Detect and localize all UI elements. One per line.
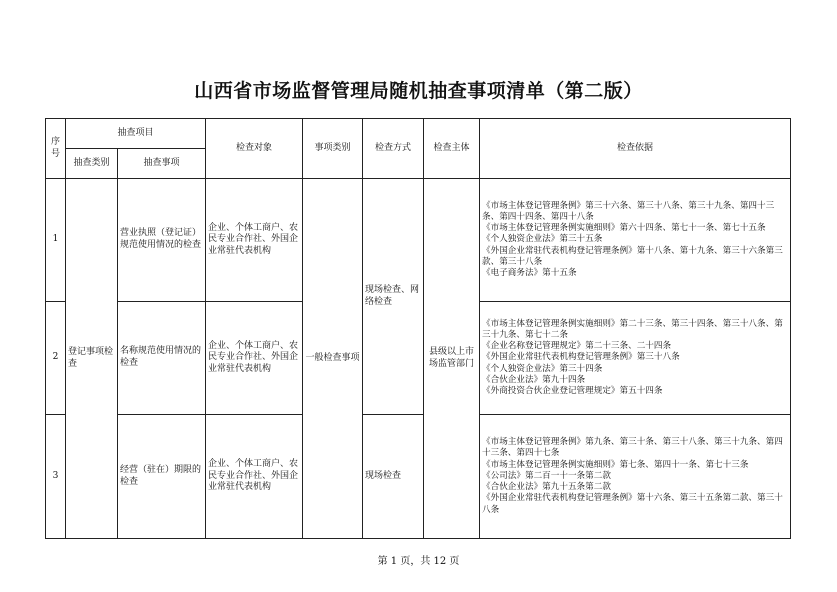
item-cell: 经营（驻在）期限的检查 (118, 415, 206, 539)
basis-line: 《企业名称登记管理规定》第二十三条、二十四条 (482, 341, 672, 352)
header-category: 抽查类别 (66, 149, 118, 179)
header-basis: 检查依据 (480, 119, 791, 179)
object-cell: 企业、个体工商户、农民专业合作社、外国企业常驻代表机构 (206, 302, 303, 415)
basis-line: 《电子商务法》第十五条 (482, 268, 577, 278)
item-cell: 营业执照（登记证）规范使用情况的检查 (118, 179, 206, 302)
header-item-group: 抽查项目 (66, 119, 206, 149)
document-title: 山西省市场监督管理局随机抽查事项清单（第二版） (194, 80, 643, 102)
basis-line: 《公司法》第二百一十一条第二款 (482, 470, 611, 481)
basis-line: 《外商投资合伙企业登记管理规定》第五十四条 (482, 386, 663, 396)
basis-line: 《合伙企业法》第九十五条第二款 (482, 482, 611, 493)
basis-cell (480, 415, 791, 539)
object-cell: 企业、个体工商户、农民专业合作社、外国企业常驻代表机构 (206, 415, 303, 539)
basis-line: 《外国企业常驻代表机构登记管理条例》第十八条、第十九条、第三十六条第三款、第三十八条 (482, 245, 783, 267)
basis-line: 《外国企业常驻代表机构登记管理条例》第三十八条 (482, 352, 680, 363)
row-seq: 1 (46, 179, 66, 302)
method-cell: 现场检查、网络检查 (363, 179, 424, 415)
type-cell: 一般检查事项 (303, 179, 363, 539)
basis-cell (480, 302, 791, 415)
basis-line: 《市场主体登记管理条例实施细则》第七条、第四十一条、第七十三条 (482, 459, 749, 470)
subject-cell: 县级以上市场监管部门 (424, 179, 480, 539)
inspection-table (45, 118, 791, 539)
page-footer: 第 1 页，共 12 页 (377, 556, 460, 567)
method-cell: 现场检查 (363, 415, 424, 539)
header-method: 检查方式 (363, 119, 424, 179)
row-seq: 2 (46, 302, 66, 415)
header-subject: 检查主体 (424, 119, 480, 179)
basis-line: 《市场主体登记管理条例实施细则》第二十三条、第三十四条、第三十八条、第三十九条、第七十二条 (482, 318, 783, 340)
header-type: 事项类别 (303, 119, 363, 179)
basis-line: 《个人独资企业法》第三十五条 (482, 234, 603, 245)
basis-line: 《市场主体登记管理条例》第三十六条、第三十八条、第三十九条、第四十三条、第四十四条、第四十八条 (482, 200, 775, 222)
basis-line: 《外国企业常驻代表机构登记管理条例》第十六条、第三十五条第二款、第三十八条 (482, 493, 783, 515)
table-row (46, 179, 791, 302)
basis-cell (480, 179, 791, 302)
basis-line: 《市场主体登记管理条例实施细则》第六十四条、第七十一条、第七十五条 (482, 223, 766, 234)
header-row-1 (46, 119, 791, 149)
row-seq: 3 (46, 415, 66, 539)
header-object: 检查对象 (206, 119, 303, 179)
item-cell: 名称规范使用情况的检查 (118, 302, 206, 415)
basis-line: 《合伙企业法》第九十四条 (482, 374, 586, 385)
category-cell: 登记事项检查 (66, 179, 118, 539)
table-row (46, 415, 791, 539)
basis-line: 《个人独资企业法》第三十四条 (482, 363, 603, 374)
header-item: 抽查事项 (118, 149, 206, 179)
header-seq: 序号 (46, 119, 66, 179)
object-cell: 企业、个体工商户、农民专业合作社、外国企业常驻代表机构 (206, 179, 303, 302)
basis-line: 《市场主体登记管理条例》第九条、第三十条、第三十八条、第三十九条、第四十三条、第四十七条 (482, 437, 783, 459)
